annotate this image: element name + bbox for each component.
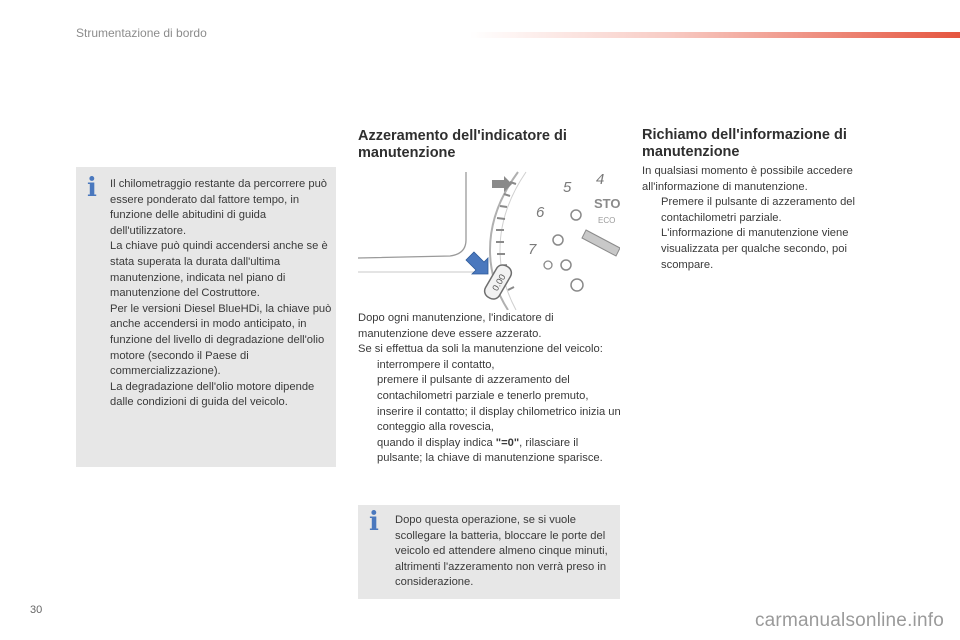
press-arrow-icon	[466, 252, 488, 274]
info-paragraph: Per le versioni Diesel BlueHDi, la chiave può anche accendersi in modo anticipato, in funzione del livello di degradazione dell'olio motore (secondo il Paese di commercializzazione).	[110, 302, 332, 378]
info-icon: i	[87, 173, 97, 203]
gauge-needle	[582, 230, 620, 256]
info-box-bottom	[358, 505, 620, 599]
page-number: 30	[30, 604, 43, 616]
gauge-number-5: 5	[563, 179, 572, 196]
recall-intro: In qualsiasi momento è possibile accedere all'informazione di manutenzione.	[642, 165, 853, 193]
turn-arrow-icon	[492, 176, 512, 192]
gauge-number-4: 4	[596, 171, 605, 188]
list-item: inserire il contatto; il display chilometrico inizia un conteggio alla rovescia,	[377, 405, 621, 434]
gauge-number-7: 7	[528, 241, 537, 258]
display-value: "=0"	[495, 436, 520, 449]
info-box-text	[110, 177, 332, 411]
info-box-text: Dopo questa operazione, se si vuole scollegare la batteria, bloccare le porte del veicolo ed attendere almeno cinque minuti, altrimenti l'azzeramento non verrà preso in considerazione.	[395, 514, 608, 589]
info-paragraph: La degradazione dell'olio motore dipende dalle condizioni di guida del veicolo.	[110, 380, 315, 409]
list-item: premere il pulsante di azzeramento del contachilometri parziale e tenerlo premuto,	[377, 374, 589, 402]
section-header: Strumentazione di bordo	[76, 26, 207, 40]
section-title-recall: Richiamo dell'informazione di manutenzione	[642, 127, 847, 160]
reset-intro: Dopo ogni manutenzione, l'indicatore di manutenzione deve essere azzerato.	[358, 312, 554, 340]
reset-intro-2: Se si effettua da soli la manutenzione del veicolo:	[358, 343, 603, 356]
stop-label: STO	[594, 196, 620, 211]
instrument-panel-illustration	[358, 170, 620, 310]
list-item: Premere il pulsante di azzeramento del contachilometri parziale. L'informazione di manutenzione viene visualizzata per qualche secondo, poi scompare.	[642, 195, 887, 273]
header-accent-bar	[470, 32, 960, 38]
watermark-link[interactable]: carmanualsonline.info	[754, 610, 944, 631]
eco-label: ECO	[598, 216, 616, 225]
info-box-left	[76, 167, 336, 467]
rear-fog-icon	[544, 261, 552, 269]
gauge-number-6: 6	[536, 204, 545, 221]
gauge-drawing	[358, 170, 620, 310]
list-item: interrompere il contatto,	[377, 358, 495, 371]
info-icon: i	[369, 507, 379, 537]
reset-instructions	[358, 311, 624, 467]
fog-icon	[561, 260, 571, 270]
info-paragraph: Il chilometraggio restante da percorrere può essere ponderato dal fattore tempo, in funzione delle abitudini di guida dell'utilizzatore.	[110, 178, 328, 237]
list-item: quando il display indica "=0", rilasciare il pulsante; la chiave di manutenzione sparisce.	[377, 436, 603, 465]
info-paragraph: La chiave può quindi accendersi anche se è stata superata la durata dall'ultima manutenzione, indicata nel piano di manutenzione del Costruttore.	[110, 240, 328, 300]
section-title-reset: Azzeramento dell'indicatore di manutenzione	[358, 128, 567, 161]
reset-button-label: 0.00	[490, 272, 508, 293]
light-icon	[571, 210, 581, 220]
beam-icon	[553, 235, 563, 245]
recall-note: L'informazione di manutenzione viene visualizzata per qualche secondo, poi scompare.	[661, 227, 849, 271]
recall-instructions	[642, 164, 887, 273]
warning-icon	[571, 279, 583, 291]
